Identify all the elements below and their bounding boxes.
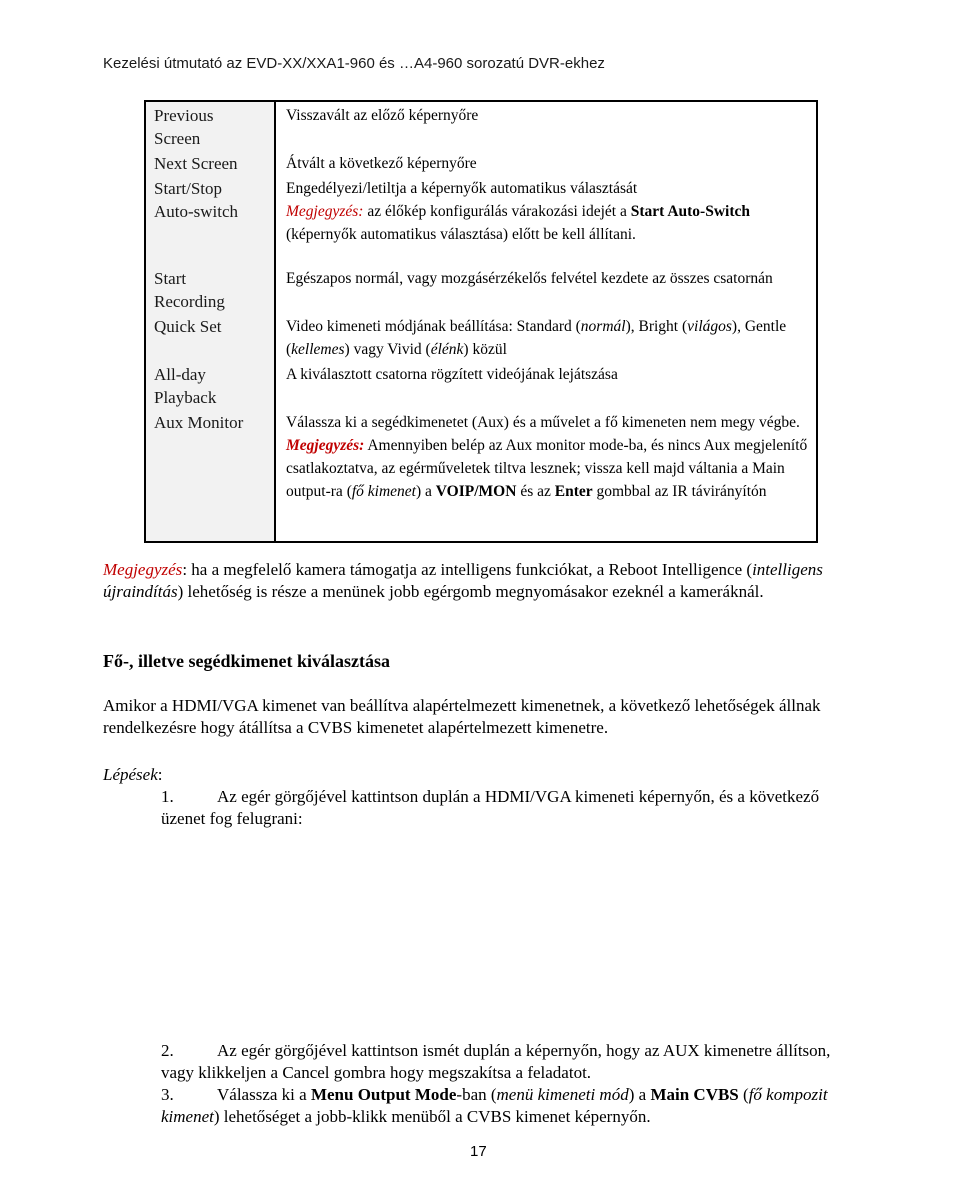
note-label: Megjegyzés <box>103 560 183 579</box>
desc-text: ), Gentle ( <box>286 318 787 358</box>
option-label <box>145 265 275 313</box>
section-heading: Fő-, illetve segédkimenet kiválasztása <box>103 651 390 671</box>
bold-term: Start Auto-Switch <box>630 203 750 220</box>
italic-term: menü kimeneti mód <box>496 1085 629 1104</box>
option-label <box>145 409 275 542</box>
label-line: All-day <box>154 365 206 384</box>
italic-term: fő kimenet <box>351 483 416 500</box>
option-label <box>145 175 275 265</box>
running-header: Kezelési útmutató az EVD-XX/XXA1-960 és …A4-960 sorozatú DVR-ekhez <box>103 55 605 72</box>
table-row <box>145 409 817 542</box>
desc-text: gombbal az IR távirányítón <box>592 483 767 500</box>
desc-text: ) a <box>416 483 436 500</box>
step-number: 3. <box>161 1085 174 1104</box>
step-2 <box>161 1040 861 1083</box>
label-line: Start <box>154 269 187 288</box>
label-line: Playback <box>154 388 217 407</box>
steps-label <box>103 765 163 785</box>
step-number: 1. <box>161 787 174 806</box>
italic-term: fő kompozit kimenet <box>161 1085 828 1126</box>
bold-term: Enter <box>554 483 593 500</box>
desc-text: ) közül <box>463 341 507 358</box>
label-line: Screen <box>154 129 201 148</box>
label-line: Auto-switch <box>154 202 239 221</box>
option-label <box>145 361 275 409</box>
step-1 <box>161 786 861 829</box>
desc-text: Engedélyezi/letiltja a képernyők automatikus választását <box>286 180 638 197</box>
note-label: Megjegyzés: <box>286 437 365 454</box>
table-row <box>145 313 817 361</box>
desc-text: Amennyiben belép az Aux monitor mode-ba, és nincs Aux megjelenítő csatlakoztatva, az egérműveletek tiltva lesznek; vissza kell majd váltania a Main output-ra ( <box>286 437 808 500</box>
table-row <box>145 265 817 313</box>
option-description: Visszavált az előző képernyőre <box>275 101 817 150</box>
step-text: ) lehetőséget a jobb-klikk menüből a CVBS kimenet képernyőn. <box>213 1106 651 1126</box>
option-description: Egészapos normál, vagy mozgásérzékelős felvétel kezdete az összes csatornán <box>275 265 817 313</box>
label-line: Start/Stop <box>154 179 223 198</box>
page-number: 17 <box>470 1143 487 1160</box>
step-number: 2. <box>161 1041 174 1060</box>
desc-text: ), Bright ( <box>625 318 688 335</box>
option-description <box>275 175 817 265</box>
table-row <box>145 361 817 409</box>
option-description <box>275 313 817 361</box>
label-line: Previous <box>154 106 214 125</box>
step-3 <box>161 1084 861 1127</box>
desc-text: Video kimeneti módjának beállítása: Standard ( <box>286 318 581 335</box>
menu-options-table <box>144 100 818 543</box>
label-line: Next Screen <box>154 154 238 173</box>
option-description <box>275 409 817 542</box>
label-line: Quick Set <box>154 317 222 336</box>
option-label <box>145 150 275 175</box>
table-row <box>145 175 817 265</box>
option-label <box>145 101 275 150</box>
table-row <box>145 150 817 175</box>
steps-label-text: Lépések <box>103 765 158 784</box>
intro-paragraph: Amikor a HDMI/VGA kimenet van beállítva alapértelmezett kimenetnek, a következő lehetőségek állnak rendelkezésre hogy átállítsa a CVBS kimenetet alapértelmezett kimenetre. <box>103 696 821 737</box>
desc-text: ) vagy Vivid ( <box>344 341 431 358</box>
italic-term: normál <box>580 318 626 335</box>
desc-text: és az <box>516 483 555 500</box>
step-text: Az egér görgőjével kattintson duplán a HDMI/VGA kimeneti képernyőn, és a következő üzenet fog felugrani: <box>161 787 820 828</box>
label-line: Aux Monitor <box>154 413 244 432</box>
bold-term: Main CVBS <box>650 1085 739 1104</box>
step-text: Válassza ki a <box>217 1085 311 1104</box>
steps-colon: : <box>157 765 163 784</box>
note-label: Megjegyzés: <box>286 203 364 220</box>
italic-term: világos <box>687 318 732 335</box>
step-text: Az egér görgőjével kattintson ismét duplán a képernyőn, hogy az AUX kimenetre állítson, vagy klikkeljen a Cancel gombra hogy megszakítsa a feladatot. <box>161 1041 831 1082</box>
desc-text: Válassza ki a segédkimenetet (Aux) és a művelet a fő kimeneten nem megy végbe. <box>286 414 800 431</box>
italic-term: élénk <box>430 341 464 358</box>
option-description: A kiválasztott csatorna rögzített videójának lejátszása <box>275 361 817 409</box>
desc-text: (képernyők automatikus választása) előtt be kell állítani. <box>286 226 636 243</box>
label-line: Recording <box>154 292 225 311</box>
italic-term: kellemes <box>291 341 345 358</box>
bold-term: VOIP/MON <box>435 483 517 500</box>
option-description: Átvált a következő képernyőre <box>275 150 817 175</box>
note-text: : ha a megfelelő kamera támogatja az intelligens funkciókat, a Reboot Intelligence ( <box>182 560 753 579</box>
note-text: ) lehetőség is része a menünek jobb egérgomb megnyomásakor ezeknél a kameráknál. <box>177 581 764 601</box>
step-text: ( <box>738 1085 749 1104</box>
step-text: -ban ( <box>456 1085 497 1104</box>
desc-text: az élőkép konfigurálás várakozási idejét a <box>363 203 631 220</box>
table-row <box>145 101 817 150</box>
option-label <box>145 313 275 361</box>
intelligence-note <box>103 559 863 602</box>
bold-term: Menu Output Mode <box>310 1085 457 1104</box>
step-text: ) a <box>628 1085 651 1104</box>
italic-term: intelligens újraindítás <box>103 560 823 601</box>
